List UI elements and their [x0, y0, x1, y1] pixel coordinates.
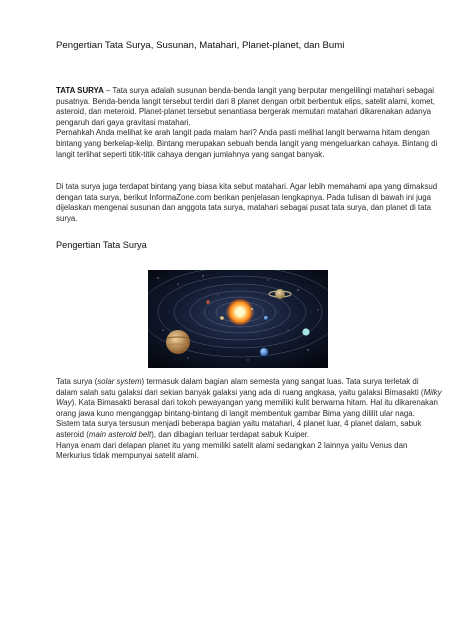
body-text-3: ). Kata Bimasakti berasal dari tokoh pewayangan yang memiliki kulit berwarna hitam. Hal itu dikarenakan orang jawa kuno menganggap bintang-bintang di langit membentuk gambar Bima yang dililit ular naga.: [56, 398, 438, 418]
intro-term: TATA SURYA: [56, 86, 104, 95]
paragraph-two: Di tata surya juga terdapat bintang yang biasa kita sebut matahari. Agar lebih memahami apa yang dimaksud dengan tata surya, berikut InformaZone.com berikan penjelasan lengkapnya. Pada tulisan di bawah ini juga dijelaskan mengenai susunan dan anggota tata surya, matahari sebagai pusat tata surya, dan planet di tata surya.: [56, 182, 438, 223]
intro-text: – Tata surya adalah susunan benda-benda langit yang berputar mengelilingi matahari sebagai pusatnya. Benda-benda langit tersebut terdiri dari 8 planet dengan orbit berbentuk elips, satelit alami, komet, asteroid, dan meteroid. Planet-planet tersebut senantiasa bergerak memutari matahari dikarenakan adanya pengaruh dari gaya gravitasi matahari.: [56, 86, 435, 127]
section-heading: Pengertian Tata Surya: [56, 240, 147, 250]
body-text-1: Tata surya (: [56, 377, 98, 386]
body-italic-2: Milky Way: [56, 387, 442, 408]
intro-second-line: Pernahkah Anda melihat ke arah langit pada malam hari? Anda pasti melihat langit berwarna hitam dengan bintang yang berkelap-kelip. Bintang merupakan sebuah benda langit yang mengeluarkan cahaya. Bintang di langit terlihat seperti titik-titik cahaya dengan jumlahnya yang sangat banyak.: [56, 128, 438, 159]
document-title: Pengertian Tata Surya, Susunan, Matahari, Planet-planet, dan Bumi: [56, 40, 345, 51]
body-italic-3: main asteroid belt: [88, 429, 152, 439]
body-text-2: ) termasuk dalam bagian alam semesta yang sangat luas. Tata surya terletak di dalam salah satu galaksi dari sekian banyak galaksi yang ada di ruang angkasa, yaitu galaksi Bimasakti (: [56, 377, 424, 397]
body-italic-1: solar system: [97, 377, 142, 386]
body-text-5: ), dan dibagian terluar terdapat sabuk Kuiper.: [151, 429, 310, 439]
body-paragraph: [56, 377, 442, 462]
solar-system-image: [148, 270, 328, 368]
body-text-6: Hanya enam dari delapan planet itu yang memiliki satelit alami sedangkan 2 lainnya yaitu Venus dan Merkurius tidak mempunyai satelit alami.: [56, 440, 408, 461]
body-text-4: Sistem tata surya tersusun menjadi beberapa bagian yaitu matahari, 4 planet luar, 4 planet dalam, sabuk asteroid (: [56, 419, 422, 439]
solar-system-illustration: [148, 270, 328, 368]
intro-paragraph: [56, 86, 442, 160]
